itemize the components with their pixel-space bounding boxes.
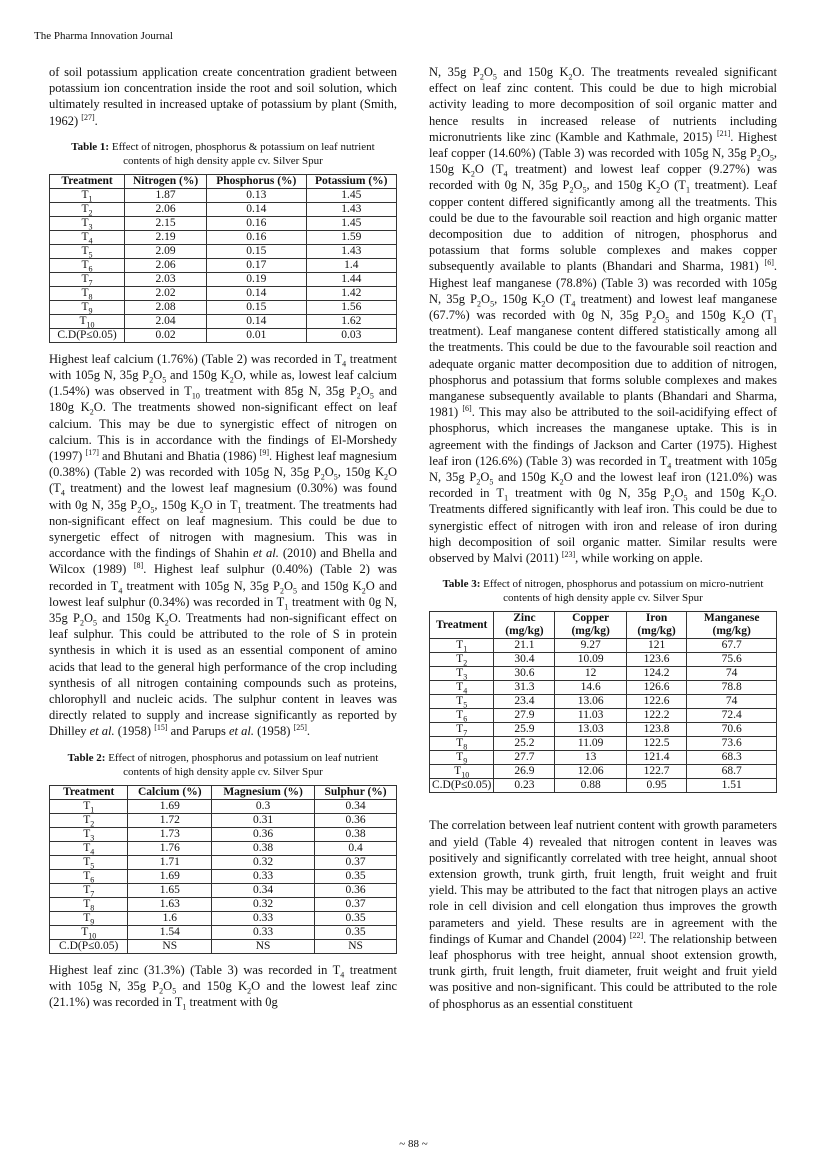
table-row: [50, 202, 397, 216]
table-cell: 0.35: [315, 869, 397, 883]
table-cell: 122.6: [626, 695, 687, 709]
paragraph: The correlation between leaf nutrient content with growth parameters and yield (Table 4) revealed that nitrogen content in leaves was positively and significantly correlated with tree height, annual shoot extension growth, trunk girth, fruit length, fruit weight and fruit yield. This may be attributed to the fact that nitrogen plays an active role in cell division and cell elongation thus improves the growth parameters and yield. These results are in agreement with the findings of Kumar and Chandel (2004) [22]. The relationship between leaf phosphorus with tree height, annual shoot extension growth, trunk girth, fruit length, fruit diameter, fruit weight and fruit yield was positive and non-significant. This could be attributed to the role of phosphorus as an essential constituent: [429, 818, 777, 1011]
table-cell: 126.6: [626, 681, 687, 695]
table-cell: 0.31: [212, 813, 315, 827]
table-cell: $T_{10}$: [50, 925, 128, 939]
table-row: [430, 709, 777, 723]
table-cell: 2.04: [125, 314, 207, 328]
table-cell: 1.69: [128, 869, 212, 883]
column-header: Zinc (mg/kg): [494, 612, 555, 639]
table-cell: $T_2$: [50, 202, 125, 216]
table-header-row: [430, 612, 777, 639]
table-cell: 1.43: [306, 202, 397, 216]
table-cell: 13.03: [555, 723, 626, 737]
table-cell: $T_8$: [430, 737, 494, 751]
paragraph: Highest leaf calcium (1.76%) (Table 2) was recorded in $T_4$ treatment with 105g N, 35g $P_2O_5$ and 150g $K_2O$, while as, lowest leaf calcium (1.54%) was observed in $T_{10}$ treatment with 85g N, 35g $P_2O_5$ and 180g $K_2O$. The treatments showed non-significant effect on leaf calcium. This may be due to synergistic effect of nitrogen on calcium. This is in accordance with the findings of El-Morshedy (1997) [17] and Bhutani and Bhatia (1986) [9]. Highest leaf magnesium (0.38%) (Table 2) was recorded with 105g N, 35g $P_2O_5$, 150g $K_2O$ ($T_4$ treatment) and the lowest leaf magnesium (0.30%) was found with 0g N, 35g $P_2O_5$, 150g $K_2O$ in $T_1$ treatment. The treatments had non-significant effect on leaf magnesium. This could be due to synergetic effect of nitrogen with magnesium. This was in accordance with the findings of Shahin et al. (2010) and Bhella and Wilcox (1989) [8]. Highest leaf sulphur (0.40%) (Table 2) was recorded in $T_4$ treatment with 105g N, 35g $P_2O_5$ and 150g $K_2O$ and lowest leaf sulphur (0.34%) was recorded in $T_1$ treatment with 0g N, 35g $P_2O_5$ and 150g $K_2O$. Treatments had non-significant effect on leaf sulphur. This could be attributed to the role of S in protein synthesis in which it is used as an essential component of amino acids that lead to the general high performance of the crop including synthesis of all nitrogen containing compounds such as proteins, chlorophyll and nucleic acids. The sulphur content in leaves was directly related to supply and increase significantly as reported by Dhilley et al. (1958) [15] and Parups et al. (1958) [25].: [49, 351, 398, 739]
table-cell: 1.71: [128, 855, 212, 869]
table-cell: $T_6$: [50, 258, 125, 272]
table-row: [50, 827, 397, 841]
table-row: [430, 681, 777, 695]
table-cell: 1.72: [128, 813, 212, 827]
table-cell: 1.45: [306, 188, 397, 202]
table-cell: 1.4: [306, 258, 397, 272]
page-number: ~ 88 ~: [399, 1138, 428, 1150]
table-cell: $T_4$: [430, 681, 494, 695]
table-row: [50, 216, 397, 230]
paragraph: of soil potassium application create concentration gradient between potassium ion concentration inside the root and soil solution, which ultimately resulted in increased uptake of potassium by plant (Smith, 1962) [27].: [49, 65, 397, 128]
table-row: [50, 925, 397, 939]
table-cell: 12: [555, 667, 626, 681]
table-cell: $T_2$: [430, 653, 494, 667]
table-cell: $T_3$: [50, 827, 128, 841]
table-cell: 2.06: [125, 258, 207, 272]
column-header: Calcium (%): [128, 785, 212, 799]
table-cell: $T_4$: [50, 841, 128, 855]
table-cell: 0.14: [207, 202, 306, 216]
table-cell: 12.06: [555, 765, 626, 779]
table-cell: 1.42: [306, 286, 397, 300]
table-row: [430, 653, 777, 667]
table-cell: 1.69: [128, 799, 212, 813]
table-cell: 1.65: [128, 883, 212, 897]
table-row: [50, 897, 397, 911]
table-cell: $T_9$: [50, 300, 125, 314]
table-cell: 0.01: [207, 328, 306, 342]
table-row: [430, 765, 777, 779]
table-cell: 1.51: [687, 779, 777, 793]
table-cell: 11.03: [555, 709, 626, 723]
table-row: [50, 300, 397, 314]
column-header: Copper (mg/kg): [555, 612, 626, 639]
table-cell: $T_{10}$: [50, 314, 125, 328]
table-caption: [437, 577, 769, 605]
table-cell: 31.3: [494, 681, 555, 695]
table-cell: C.D(P≤0.05): [50, 939, 128, 953]
table-cell: 2.19: [125, 230, 207, 244]
table-cell: $T_4$: [50, 230, 125, 244]
table-cell: 75.6: [687, 653, 777, 667]
table-caption: [57, 140, 389, 168]
table-cell: 74: [687, 695, 777, 709]
table-cell: 1.87: [125, 188, 207, 202]
table-cell: 2.09: [125, 244, 207, 258]
column-header: Treatment: [50, 785, 128, 799]
table-cell: 1.43: [306, 244, 397, 258]
table-caption: [57, 751, 389, 779]
table-cell: 78.8: [687, 681, 777, 695]
table-cell: 0.14: [207, 314, 306, 328]
table-cell: $T_6$: [430, 709, 494, 723]
table-cell: 121.4: [626, 751, 687, 765]
table-cell: NS: [212, 939, 315, 953]
table-cell: 0.34: [315, 799, 397, 813]
table-cell: 1.63: [128, 897, 212, 911]
table-row: [50, 230, 397, 244]
table-cell: 2.02: [125, 286, 207, 300]
table-cell: $T_3$: [430, 667, 494, 681]
table-row: [50, 939, 397, 953]
journal-header: The Pharma Innovation Journal: [34, 30, 173, 42]
column-header: Treatment: [430, 612, 494, 639]
table-cell: 0.36: [315, 813, 397, 827]
table-cell: 1.54: [128, 925, 212, 939]
table-cell: 9.27: [555, 639, 626, 653]
column-header: Sulphur (%): [315, 785, 397, 799]
right-column: [429, 64, 777, 1012]
table-cell: 1.45: [306, 216, 397, 230]
data-table: [49, 174, 397, 343]
table-cell: 123.8: [626, 723, 687, 737]
table-row: [430, 779, 777, 793]
table-cell: $T_1$: [430, 639, 494, 653]
table-row: [50, 328, 397, 342]
table-row: [50, 813, 397, 827]
table-cell: 74: [687, 667, 777, 681]
table-row: [50, 911, 397, 925]
table-cell: 68.7: [687, 765, 777, 779]
table-cell: C.D(P≤0.05): [50, 328, 125, 342]
table-cell: 0.33: [212, 925, 315, 939]
table-cell: 2.03: [125, 272, 207, 286]
table-cell: 122.2: [626, 709, 687, 723]
table-cell: 0.88: [555, 779, 626, 793]
table-row: [50, 244, 397, 258]
table-cell: $T_5$: [50, 244, 125, 258]
table-cell: 0.16: [207, 230, 306, 244]
table-cell: 0.16: [207, 216, 306, 230]
table-cell: $T_8$: [50, 286, 125, 300]
column-header: Iron (mg/kg): [626, 612, 687, 639]
table-cell: 0.35: [315, 925, 397, 939]
table-cell: 0.95: [626, 779, 687, 793]
table-cell: NS: [128, 939, 212, 953]
column-header: Potassium (%): [306, 174, 397, 188]
table-cell: 0.38: [315, 827, 397, 841]
table-cell: 1.62: [306, 314, 397, 328]
table-row: [430, 723, 777, 737]
table-cell: $T_9$: [430, 751, 494, 765]
table-cell: 0.37: [315, 897, 397, 911]
table-row: [50, 286, 397, 300]
table-row: [50, 841, 397, 855]
table-cell: 0.36: [212, 827, 315, 841]
table-caption-text: Effect of nitrogen, phosphorus & potassium on leaf nutrient contents of high density apple cv. Silver Spur: [111, 140, 375, 167]
table-cell: 0.37: [315, 855, 397, 869]
table-cell: 0.13: [207, 188, 306, 202]
table-header-row: [50, 174, 397, 188]
table-row: [50, 188, 397, 202]
table-row: [430, 695, 777, 709]
table-cell: $T_2$: [50, 813, 128, 827]
table-header-row: [50, 785, 397, 799]
table-cell: $T_6$: [50, 869, 128, 883]
table-cell: 124.2: [626, 667, 687, 681]
table-cell: $T_7$: [430, 723, 494, 737]
table-cell: 0.17: [207, 258, 306, 272]
table-cell: 2.08: [125, 300, 207, 314]
table-cell: $T_7$: [50, 272, 125, 286]
table-cell: 1.6: [128, 911, 212, 925]
data-table: [429, 611, 777, 793]
table-cell: 30.6: [494, 667, 555, 681]
table-row: [50, 869, 397, 883]
table-cell: 0.14: [207, 286, 306, 300]
table-label: Table 1:: [71, 140, 110, 153]
table-cell: 0.4: [315, 841, 397, 855]
table-cell: $T_1$: [50, 188, 125, 202]
table-cell: 73.6: [687, 737, 777, 751]
table-cell: $T_1$: [50, 799, 128, 813]
table-cell: C.D(P≤0.05): [430, 779, 494, 793]
table-cell: $T_7$: [50, 883, 128, 897]
column-header: Manganese (mg/kg): [687, 612, 777, 639]
paragraph: N, 35g $P_2O_5$ and 150g $K_2O$. The treatments revealed significant effect on leaf zinc content. This could be due to high microbial activity leading to more decomposition of soil organic matter and hence results in increased release of nutrients including micronutrients like zinc (Kamble and Kathmale, 2015) [21]. Highest leaf copper (14.60%) (Table 3) was recorded with 105g N, 35g $P_2O_5$, 150g $K_2O$ ($T_4$ treatment) and lowest leaf copper (9.27%) was recorded with 0g N, 35g $P_2O_5$, and 150g $K_2O$ ($T_1$ treatment). Leaf copper content differed significantly among all the treatments. This could be due to the favourable soil reaction and high organic matter decomposition due to addition of nitrogen, phosphorus and potassium that forms soluble complexes and makes copper subsequently available to plants (Bhandari and Sharma, 1981) [6]. Highest leaf manganese (78.8%) (Table 3) was recorded with 105g N, 35g $P_2O_5$, 150g $K_2O$ ($T_4$ treatment) and lowest leaf manganese (67.7%) was recorded with 0g N, 35g $P_2O_5$ and 150g $K_2O$ ($T_1$ treatment). Leaf manganese content differed statistically among all the treatments. This could be due to the favourable soil reaction and adequate organic matter decomposition due to addition of nitrogen, phosphorus and potassium that forms soluble complexes and makes manganese subsequently available to plants (Bhandari and Sharma, 1981) [6]. This may also be attributed to the soil-acidifying effect of phosphorus, which increases the manganese uptake. This is in agreement with the findings of Jackson and Carter (1975). Highest leaf iron (126.6%) (Table 3) was recorded in $T_4$ treatment with 105g N, 35g $P_2O_5$ and 150g $K_2O$ and the lowest leaf iron (121.0%) was recorded in $T_1$ treatment with 0g N, 35g $P_2O_5$ and 150g $K_2O$. Treatments differed significantly with leaf iron. This could be due to synergistic effect of nitrogen with iron and release of iron during high decomposition of soil organic matter. Similar results were observed by Malvi (2011) [23], while working on apple.: [429, 65, 778, 566]
table-cell: $T_9$: [50, 911, 128, 925]
table-cell: 0.19: [207, 272, 306, 286]
data-table: [49, 785, 397, 954]
table-cell: 23.4: [494, 695, 555, 709]
table-cell: 72.4: [687, 709, 777, 723]
table-cell: 0.34: [212, 883, 315, 897]
table-cell: 0.23: [494, 779, 555, 793]
table-cell: 13.06: [555, 695, 626, 709]
column-header: Phosphorus (%): [207, 174, 306, 188]
table-row: [50, 258, 397, 272]
table-cell: 27.9: [494, 709, 555, 723]
column-header: Magnesium (%): [212, 785, 315, 799]
table-cell: $T_8$: [50, 897, 128, 911]
table-label: Table 2:: [67, 751, 106, 764]
table-row: [430, 737, 777, 751]
left-column: [49, 64, 397, 1010]
table-cell: 27.7: [494, 751, 555, 765]
table-cell: $T_{10}$: [430, 765, 494, 779]
table-cell: 0.02: [125, 328, 207, 342]
column-header: Nitrogen (%): [125, 174, 207, 188]
table-label: Table 3:: [442, 578, 481, 591]
table-row: [430, 639, 777, 653]
table-cell: 25.2: [494, 737, 555, 751]
table-cell: 11.09: [555, 737, 626, 751]
table-cell: 0.15: [207, 300, 306, 314]
table-row: [50, 883, 397, 897]
table-row: [50, 799, 397, 813]
table-cell: 123.6: [626, 653, 687, 667]
table-cell: 0.32: [212, 855, 315, 869]
table-row: [430, 667, 777, 681]
table-cell: NS: [315, 939, 397, 953]
table-cell: 13: [555, 751, 626, 765]
table-cell: 1.73: [128, 827, 212, 841]
table-cell: $T_3$: [50, 216, 125, 230]
table-cell: 25.9: [494, 723, 555, 737]
table-row: [50, 272, 397, 286]
table-cell: 121: [626, 639, 687, 653]
table-cell: 0.32: [212, 897, 315, 911]
table-cell: 0.3: [212, 799, 315, 813]
table-cell: 0.35: [315, 911, 397, 925]
table-cell: $T_5$: [50, 855, 128, 869]
table-cell: 2.06: [125, 202, 207, 216]
table-cell: 122.5: [626, 737, 687, 751]
table-cell: 1.44: [306, 272, 397, 286]
table-cell: 68.3: [687, 751, 777, 765]
table-cell: 0.33: [212, 911, 315, 925]
table-cell: 1.76: [128, 841, 212, 855]
table-cell: $T_5$: [430, 695, 494, 709]
table-cell: 122.7: [626, 765, 687, 779]
table-cell: 2.15: [125, 216, 207, 230]
table-row: [50, 855, 397, 869]
table-cell: 0.03: [306, 328, 397, 342]
table-row: [430, 751, 777, 765]
table-cell: 0.38: [212, 841, 315, 855]
table-cell: 1.59: [306, 230, 397, 244]
table-cell: 0.33: [212, 869, 315, 883]
table-caption-text: Effect of nitrogen, phosphorus and potassium on leaf nutrient contents of high density apple cv. Silver Spur: [108, 751, 379, 778]
table-cell: 30.4: [494, 653, 555, 667]
table-cell: 21.1: [494, 639, 555, 653]
table-row: [50, 314, 397, 328]
table-cell: 10.09: [555, 653, 626, 667]
paragraph: Highest leaf zinc (31.3%) (Table 3) was recorded in $T_4$ treatment with 105g N, 35g $P_2O_5$ and 150g $K_2O$ and the lowest leaf zinc (21.1%) was recorded in $T_1$ treatment with 0g: [49, 962, 398, 1012]
table-cell: 0.36: [315, 883, 397, 897]
table-cell: 1.56: [306, 300, 397, 314]
table-cell: 26.9: [494, 765, 555, 779]
table-cell: 67.7: [687, 639, 777, 653]
table-cell: 14.6: [555, 681, 626, 695]
table-caption-text: Effect of nitrogen, phosphorus and potassium on micro-nutrient contents of high density apple cv. Silver Spur: [483, 578, 764, 605]
table-cell: 70.6: [687, 723, 777, 737]
table-cell: 0.15: [207, 244, 306, 258]
column-header: Treatment: [50, 174, 125, 188]
